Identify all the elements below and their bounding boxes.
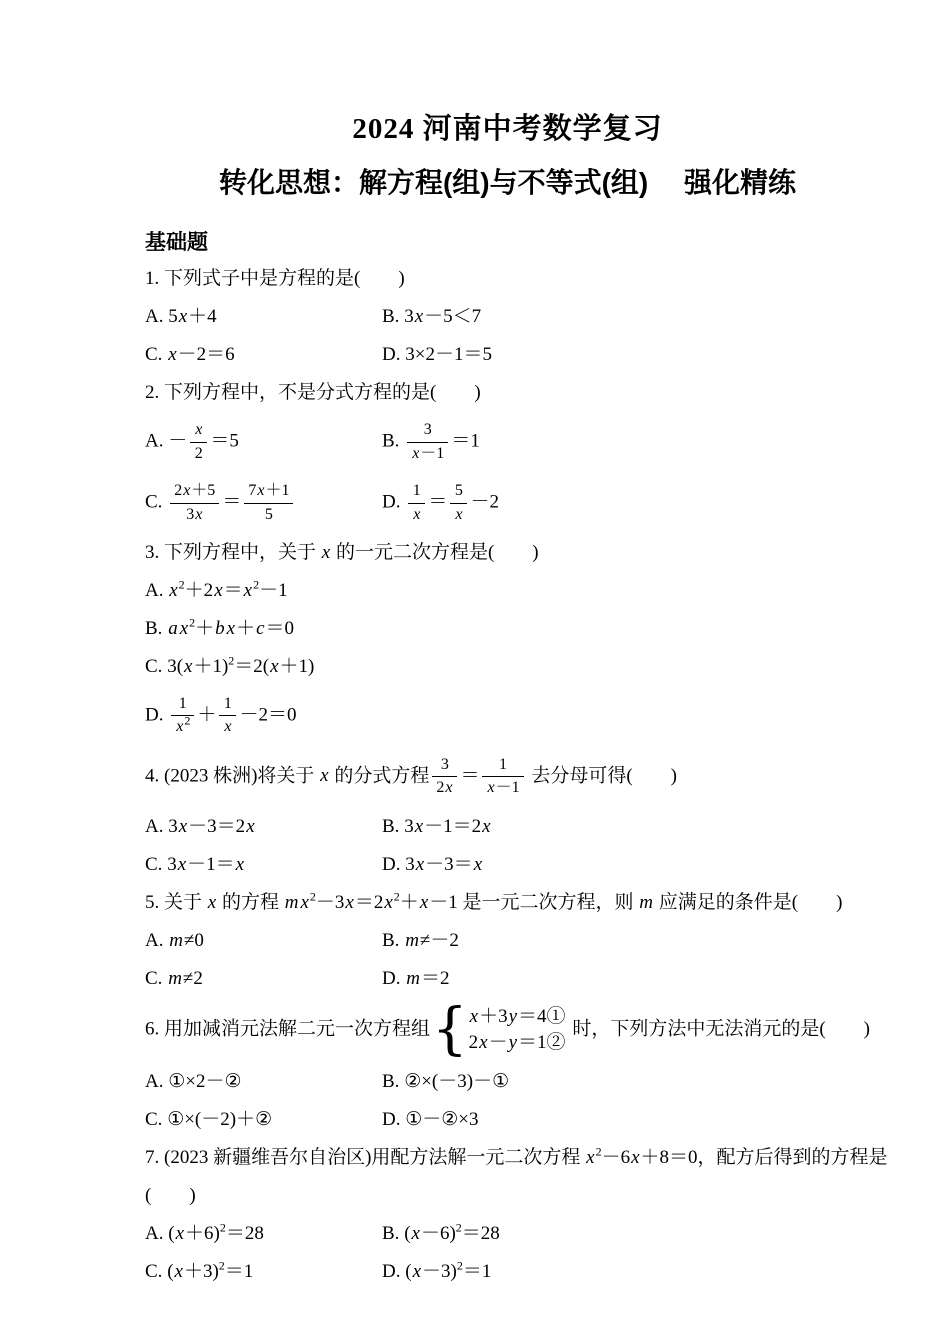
math-superscript: 2: [455, 1220, 462, 1235]
question-2-option-B: B. $\frac{3}{x-1}$ ＝1: [382, 418, 480, 466]
question-2-option-C: C. $\frac{2x+5}{3x}$ ＝ $\frac{7x+1}{5}$: [145, 479, 296, 527]
fraction-denominator: x－1: [412, 444, 445, 462]
fraction-denominator: 2: [194, 444, 203, 462]
question-3-options-row: [145, 616, 910, 641]
question-1-option-B: B. 3x－5＜7: [382, 306, 482, 328]
fraction-denominator: [171, 716, 194, 737]
math-variable: x: [270, 655, 279, 677]
math-variable: x: [195, 505, 203, 523]
math-variable: x: [169, 579, 178, 601]
math-variable: x: [224, 718, 232, 736]
fraction: [407, 420, 448, 464]
question-7-option-C: C. $(x+3)^2=1$: [145, 1258, 254, 1282]
question-1-option-C: C. x－2＝6: [145, 344, 235, 366]
fraction: [219, 694, 236, 738]
question-2-option-D: D. $\frac{1}{x}$ ＝ $\frac{5}{x}$ －2: [382, 479, 499, 527]
fraction-denominator: [408, 504, 425, 525]
fraction-numerator: 3: [432, 755, 457, 777]
fraction-numerator: 1: [171, 694, 194, 716]
fraction: [408, 481, 425, 525]
question-6-option-C: C. ①×(－2)＋②: [145, 1108, 273, 1130]
math-variable: x: [411, 1222, 420, 1244]
fraction-numerator: 2x＋5: [170, 481, 219, 503]
math-superscript: 2: [393, 889, 400, 904]
math-variable: c: [256, 617, 265, 639]
question-3-option-B: B. a $x^2+b$ x＋c＝0: [145, 615, 295, 639]
math-variable: x: [178, 306, 188, 328]
question-5-option-C: C. m≠2: [145, 967, 203, 989]
math-superscript: 2: [219, 1220, 226, 1235]
math-variable: x: [176, 718, 184, 736]
system-equation: 2x－y＝1②: [468, 1031, 566, 1053]
math-variable: m: [168, 967, 182, 989]
question-3-option-A: A. $x^2+2x=x^2-1$: [145, 577, 288, 601]
question-7-option-D: D. $(x-3)^2=1$: [382, 1258, 492, 1282]
question-2-options-row: [145, 418, 910, 466]
question-1-stem: 1. 下列式子中是方程的是( ): [145, 268, 405, 290]
math-superscript: 2: [595, 1144, 602, 1159]
math-superscript: 2: [189, 615, 196, 630]
fraction-numerator: 1: [408, 481, 425, 503]
math-variable: x: [177, 853, 187, 875]
question-3-option-C: C. $3(x+1)^2=2(x+1)$: [145, 653, 315, 677]
math-variable: y: [508, 1031, 518, 1053]
math-variable: m: [405, 929, 419, 951]
math-variable: x: [168, 344, 177, 366]
question-1-options-row: [145, 304, 910, 329]
fraction: [450, 481, 467, 525]
math-variable: m: [406, 967, 420, 989]
question-7-option-B: B. $(x-6)^2=28$: [382, 1220, 500, 1244]
fraction-denominator: [450, 504, 467, 525]
question-6-option-B: B. ②×(－3)－①: [382, 1070, 510, 1092]
math-variable: m: [284, 891, 299, 913]
math-variable: x: [300, 891, 309, 913]
fraction-numerator: 3: [407, 420, 448, 442]
system-equations: [469, 1004, 566, 1056]
math-variable: x: [207, 891, 217, 913]
fraction-numerator: 1: [482, 755, 523, 777]
math-variable: m: [639, 891, 653, 913]
question-1-option-A: A. 5x＋4: [145, 306, 217, 328]
math-variable: x: [487, 779, 495, 797]
math-variable: x: [482, 815, 491, 837]
question-5-option-A: A. m≠0: [145, 929, 204, 951]
question-2: [145, 380, 910, 527]
fraction: [170, 481, 219, 525]
question-6-options-row: [145, 1107, 910, 1132]
question-4-option-D: D. 3x－3＝x: [382, 853, 483, 875]
math-variable: x: [321, 541, 331, 563]
fraction: [171, 694, 194, 738]
question-7-stem: 7. (2023 新疆维吾尔自治区)用配方法解一元二次方程 $x^2-6x+8=0$，配方后得到的方程是: [145, 1144, 888, 1168]
document-subtitle: 转化思想：解方程(组)与不等式(组) 强化精练: [218, 166, 797, 198]
question-4-option-B: B. 3x－1＝2x: [382, 815, 491, 837]
question-4-options-row: [145, 814, 910, 839]
math-variable: x: [455, 505, 463, 523]
question-5-options-row: [145, 966, 910, 991]
math-variable: x: [320, 764, 329, 786]
fraction-numerator: 7x＋1: [244, 481, 293, 503]
math-superscript: 2: [184, 714, 191, 729]
math-variable: x: [183, 482, 191, 500]
question-2-stem: 2. 下列方程中，不是分式方程的是( ): [145, 382, 481, 404]
fraction: [482, 755, 523, 799]
fraction-denominator: [219, 716, 236, 737]
question-7-options-row: [145, 1259, 910, 1284]
math-variable: x: [479, 1031, 488, 1053]
math-variable: y: [508, 1005, 518, 1027]
system-equation: x＋3y＝4①: [469, 1005, 566, 1027]
question-4-option-A: A. 3x－3＝2x: [145, 815, 255, 837]
math-variable: x: [226, 617, 236, 639]
math-variable: x: [195, 421, 203, 439]
questions-container: [145, 266, 910, 1283]
math-variable: a: [168, 617, 178, 639]
question-1-option-D: D. 3×2－1＝5: [382, 344, 492, 366]
math-variable: x: [214, 579, 223, 601]
math-superscript: 2: [309, 889, 316, 904]
question-7: [145, 1145, 910, 1284]
document-title: 2024 河南中考数学复习: [352, 113, 663, 145]
math-variable: x: [179, 617, 189, 639]
math-variable: x: [414, 815, 424, 837]
question-5-option-D: D. m＝2: [382, 967, 450, 989]
math-variable: x: [175, 1222, 184, 1244]
math-variable: x: [184, 655, 193, 677]
system-brace: {: [432, 996, 468, 1062]
question-6-stem: 6. 用加减消元法解二元一次方程组 { x＋3y＝4① 2x－y＝1② 时，下列方法中无法消元的是( ): [145, 996, 870, 1062]
math-variable: m: [169, 929, 183, 951]
math-superscript: 2: [456, 1258, 463, 1273]
equation-system: [432, 996, 566, 1062]
math-superscript: 2: [178, 577, 185, 592]
question-6-option-A: A. ①×2－②: [145, 1070, 242, 1092]
fraction-denominator: 2x: [436, 779, 453, 797]
question-7-stem: ( ): [145, 1184, 196, 1206]
fraction: [432, 755, 457, 799]
fraction-numerator: 5: [450, 481, 467, 503]
math-variable: x: [419, 891, 429, 913]
fraction-numerator: [190, 420, 207, 442]
question-6: [145, 996, 910, 1132]
question-3: [145, 540, 910, 740]
math-variable: x: [384, 891, 393, 913]
fraction: [244, 481, 293, 525]
math-variable: x: [413, 505, 421, 523]
math-variable: x: [246, 815, 255, 837]
question-6-option-D: D. ①－②×3: [382, 1108, 479, 1130]
math-superscript: 2: [228, 653, 235, 668]
math-variable: x: [243, 579, 253, 601]
math-variable: x: [414, 306, 424, 328]
fraction-denominator: 3x: [186, 505, 203, 523]
fraction-numerator: 1: [219, 694, 236, 716]
fraction: [190, 420, 207, 464]
question-5-options-row: [145, 928, 910, 953]
question-4-stem: 4. (2023 株洲)将关于 x 的分式方程 $\frac{3}{2x}$ ＝ $\frac{1}{x-1}$ 去分母可得( ): [145, 753, 910, 801]
math-variable: x: [412, 444, 420, 462]
math-variable: x: [178, 815, 188, 837]
question-4: [145, 753, 910, 877]
question-4-options-row: [145, 852, 910, 877]
math-variable: x: [631, 1146, 640, 1168]
math-variable: x: [586, 1146, 595, 1168]
math-superscript: 2: [253, 577, 260, 592]
math-variable: x: [345, 891, 354, 913]
question-4-option-C: C. 3x－1＝x: [145, 853, 245, 875]
math-variable: x: [473, 853, 483, 875]
math-variable: b: [215, 617, 225, 639]
math-variable: x: [257, 482, 265, 500]
question-1: [145, 266, 910, 367]
question-6-options-row: [145, 1069, 910, 1094]
math-variable: x: [469, 1005, 479, 1027]
question-5-option-B: B. m≠－2: [382, 929, 459, 951]
question-3-option-D: D. $\frac{1}{x^2}$ ＋ $\frac{1}{x}$ －2＝0: [145, 692, 296, 740]
question-2-option-A: A. － $\frac{x}{2}$ ＝5: [145, 418, 239, 466]
question-1-options-row: [145, 342, 910, 367]
math-variable: x: [415, 853, 425, 875]
question-5: [145, 890, 910, 991]
math-superscript: 2: [218, 1258, 225, 1273]
math-variable: x: [445, 779, 453, 797]
math-variable: x: [174, 1260, 183, 1282]
question-3-options-row: [145, 654, 910, 679]
question-3-stem: 3. 下列方程中，关于 x 的一元二次方程是( ): [145, 541, 539, 563]
math-variable: x: [235, 853, 245, 875]
math-variable: x: [412, 1260, 421, 1282]
fraction-denominator: x－1: [487, 779, 520, 797]
question-3-options-row: [145, 578, 910, 603]
fraction-denominator: 5: [264, 505, 273, 523]
question-7-option-A: A. $(x+6)^2=28$: [145, 1220, 264, 1244]
question-3-options-row: [145, 692, 910, 740]
question-7-options-row: [145, 1221, 910, 1246]
question-5-stem: 5. 关于 x 的方程 m $x^2-3x=2x^2+x-1$ 是一元二次方程，则 m 应满足的条件是( ): [145, 889, 843, 913]
section-heading-basic-questions: 基础题: [145, 231, 208, 255]
question-2-options-row: [145, 479, 910, 527]
